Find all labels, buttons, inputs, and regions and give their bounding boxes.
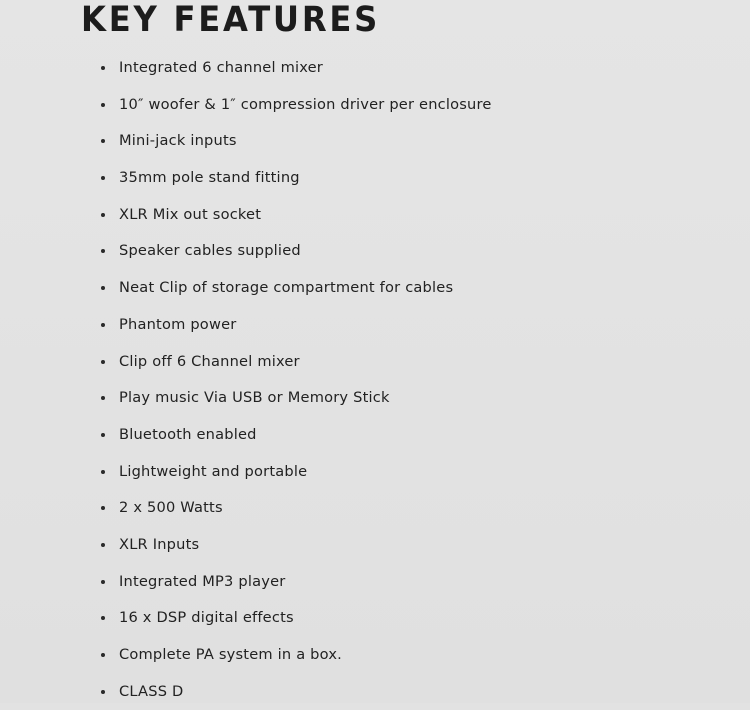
feature-item bbox=[101, 527, 492, 564]
page-title: KEY FEATURES bbox=[81, 0, 381, 40]
bullet-icon bbox=[101, 653, 105, 657]
bullet-icon bbox=[101, 103, 105, 107]
feature-text: Integrated 6 channel mixer bbox=[119, 59, 324, 76]
feature-text: XLR Mix out socket bbox=[119, 205, 262, 223]
bullet-icon bbox=[101, 66, 105, 70]
feature-item bbox=[101, 600, 492, 637]
feature-text: XLR Inputs bbox=[119, 535, 200, 553]
bullet-icon bbox=[101, 616, 105, 620]
feature-text: Neat Clip of storage compartment for cables bbox=[119, 279, 454, 297]
bullet-icon bbox=[101, 470, 105, 474]
bullet-icon bbox=[101, 543, 105, 547]
feature-item bbox=[101, 490, 492, 527]
bullet-icon bbox=[101, 690, 105, 694]
feature-item bbox=[101, 50, 492, 87]
bullet-icon bbox=[101, 433, 105, 437]
bullet-icon bbox=[101, 139, 105, 143]
bullet-icon bbox=[101, 249, 105, 253]
feature-text: Phantom power bbox=[119, 315, 237, 333]
feature-text: Bluetooth enabled bbox=[119, 425, 257, 443]
bullet-icon bbox=[101, 506, 105, 510]
bullet-icon bbox=[101, 360, 105, 364]
feature-text: Play music Via USB or Memory Stick bbox=[119, 389, 390, 407]
feature-item bbox=[101, 674, 492, 710]
feature-item bbox=[101, 417, 492, 454]
bullet-icon bbox=[101, 213, 105, 217]
bullet-icon bbox=[101, 176, 105, 180]
feature-item bbox=[101, 270, 492, 307]
feature-item bbox=[101, 344, 492, 381]
feature-text: Mini-jack inputs bbox=[119, 132, 237, 150]
feature-text: Complete PA system in a box. bbox=[119, 646, 343, 663]
feature-item bbox=[101, 87, 492, 124]
feature-item bbox=[101, 454, 492, 491]
feature-item bbox=[101, 564, 492, 601]
feature-text: 35mm pole stand fitting bbox=[119, 169, 300, 187]
bullet-icon bbox=[101, 580, 105, 584]
feature-item bbox=[101, 637, 492, 674]
feature-text: Integrated MP3 player bbox=[119, 572, 286, 590]
bullet-icon bbox=[101, 323, 105, 327]
feature-text: Clip off 6 Channel mixer bbox=[119, 352, 300, 370]
bullet-icon bbox=[101, 286, 105, 290]
feature-item bbox=[101, 307, 492, 344]
feature-text: 10″ woofer & 1″ compression driver per enclosure bbox=[119, 95, 492, 113]
feature-item bbox=[101, 123, 492, 160]
feature-list bbox=[101, 50, 492, 710]
feature-item bbox=[101, 233, 492, 270]
feature-text: 16 x DSP digital effects bbox=[119, 609, 294, 627]
feature-text: Lightweight and portable bbox=[119, 462, 308, 480]
feature-item bbox=[101, 197, 492, 234]
bullet-icon bbox=[101, 396, 105, 400]
feature-item bbox=[101, 380, 492, 417]
feature-text: Speaker cables supplied bbox=[119, 242, 301, 260]
feature-item bbox=[101, 160, 492, 197]
feature-text: 2 x 500 Watts bbox=[119, 499, 223, 517]
feature-text: CLASS D bbox=[119, 682, 184, 700]
